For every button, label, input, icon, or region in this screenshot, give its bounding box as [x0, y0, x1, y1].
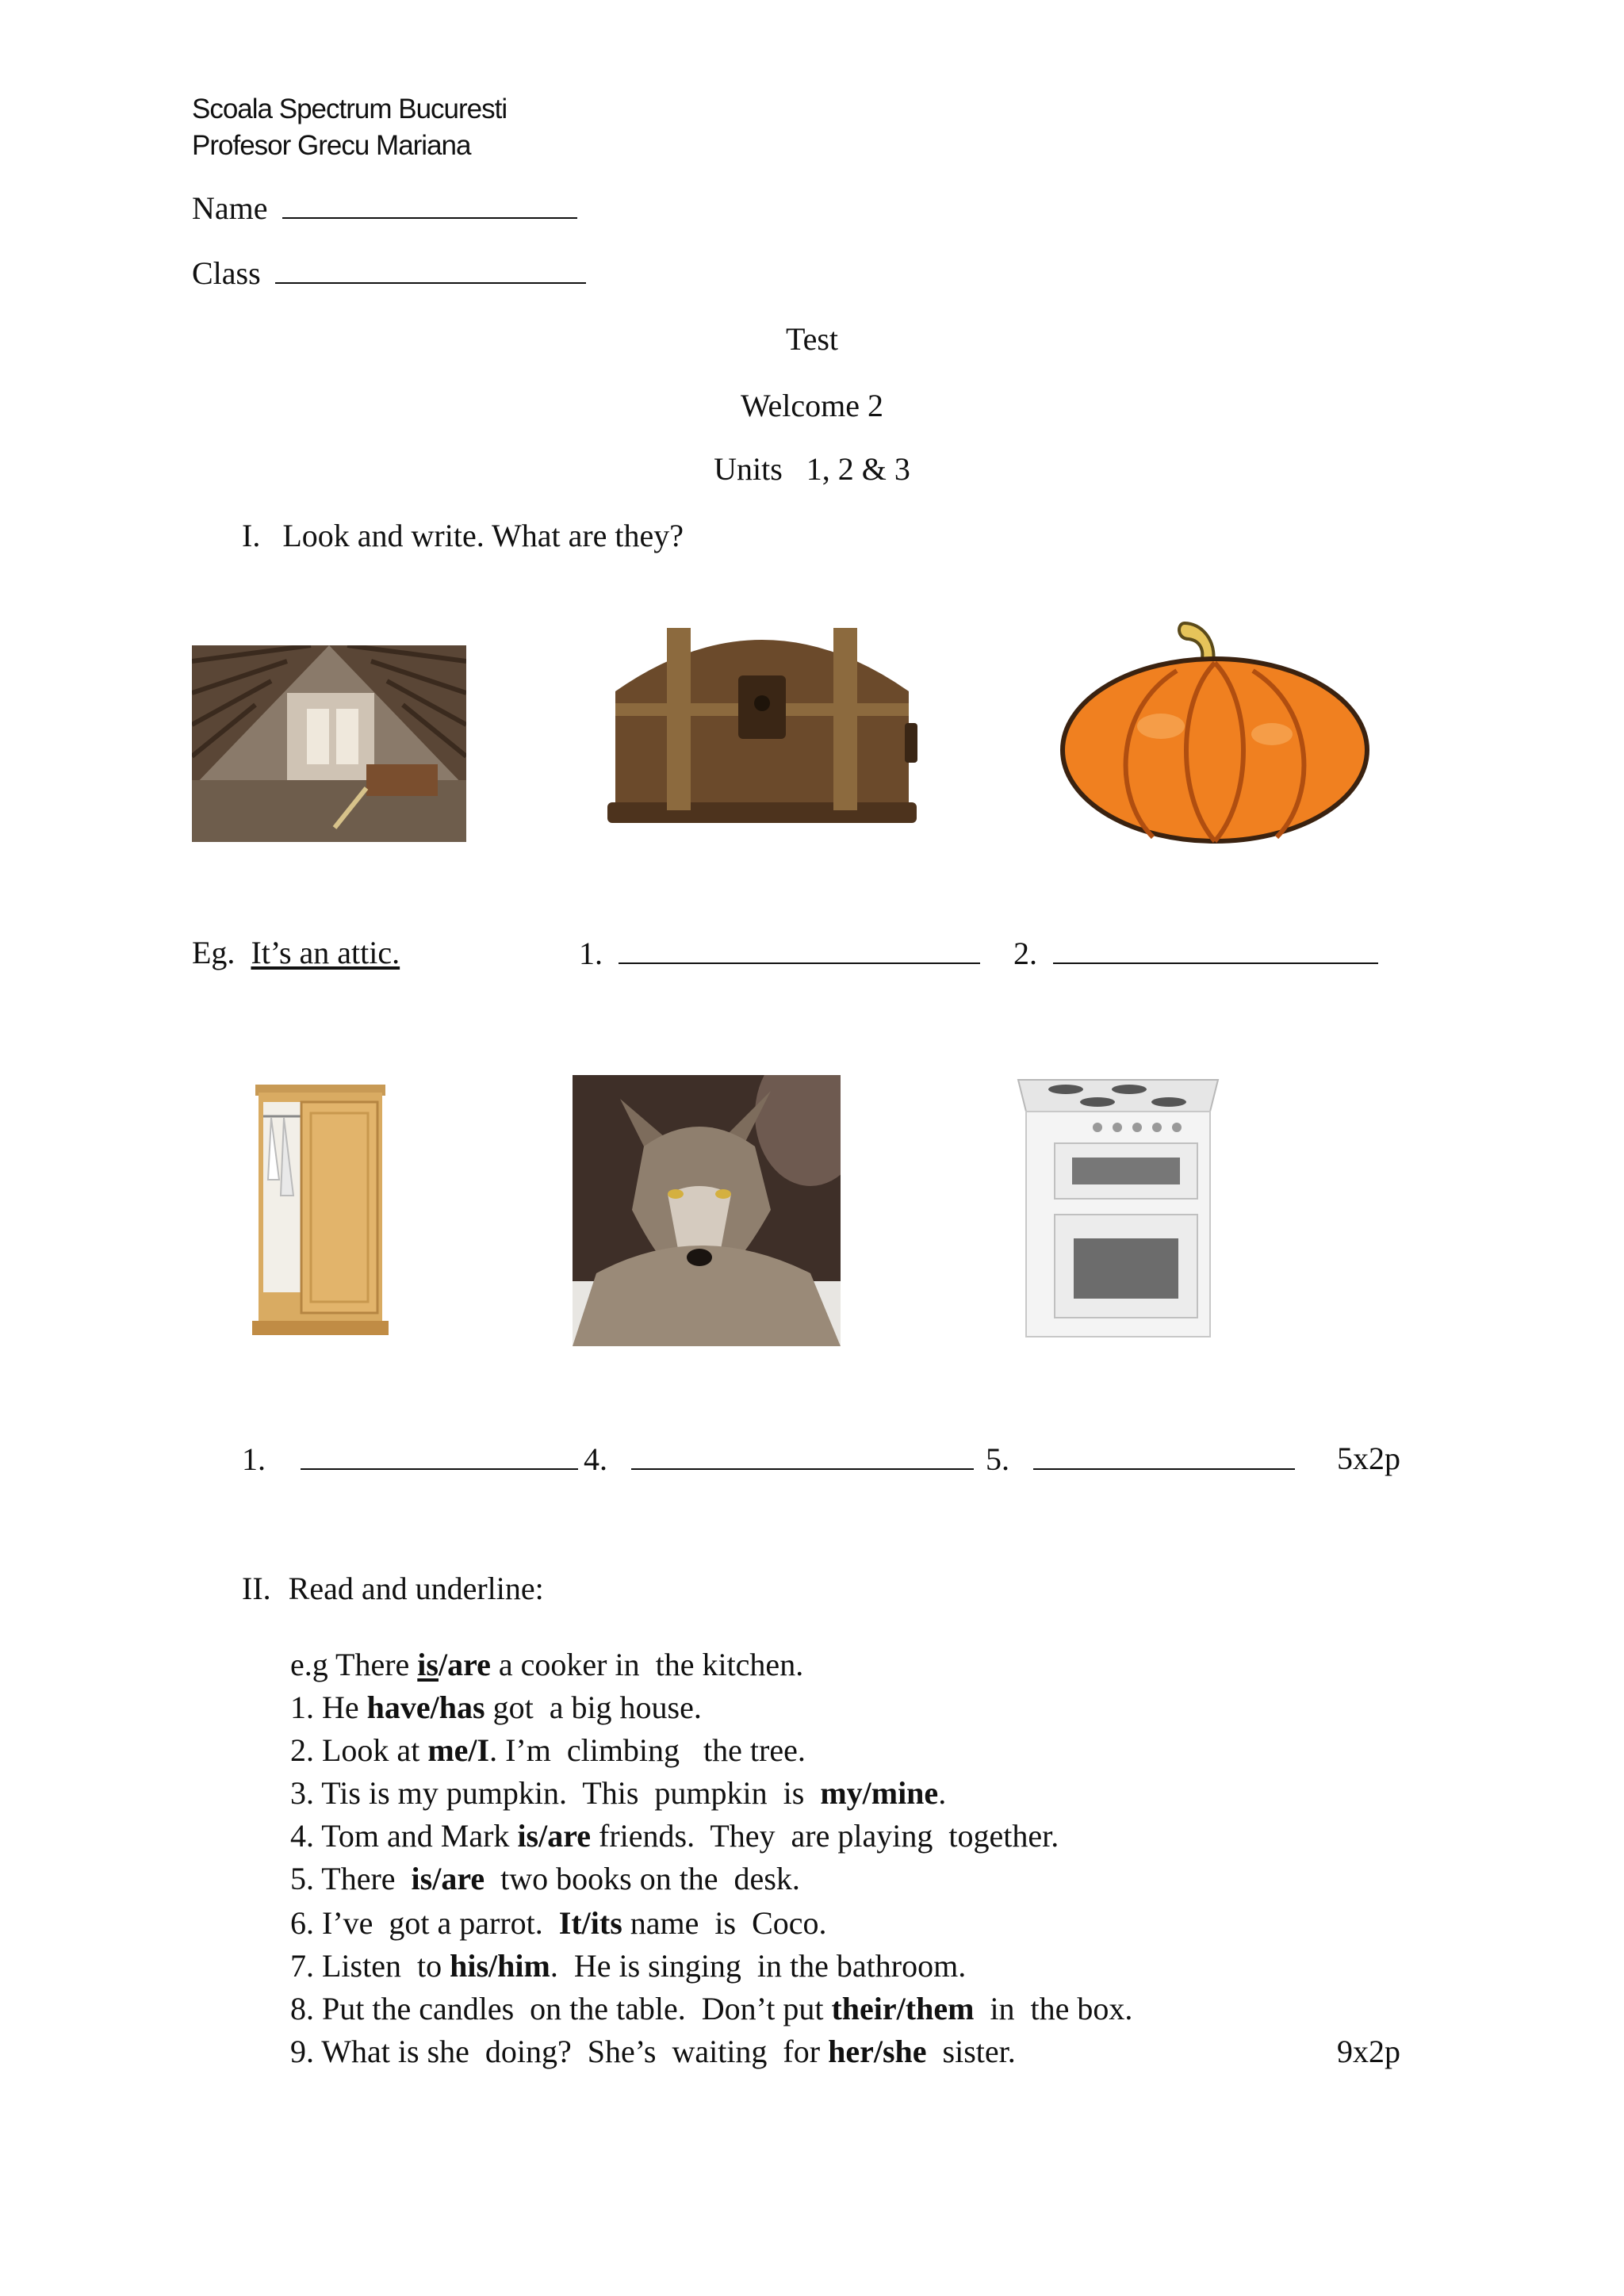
teacher-name: Profesor Grecu Mariana [192, 130, 471, 161]
name-field [192, 189, 577, 228]
sentence-5: 5. There is/are two books on the desk. [290, 1861, 800, 1896]
sentence-9: 9. What is she doing? She’s waiting for her/she sister. [290, 2034, 1016, 2069]
sentence-2: 2. Look at me/I. I’m climbing the tree. [290, 1732, 806, 1768]
name-label: Name [192, 190, 268, 226]
answer-row2-item-5 [986, 1440, 1295, 1479]
sentence-options[interactable]: It/its [558, 1905, 622, 1941]
answer-row2-item-4 [584, 1440, 974, 1479]
answer-row1-item-1 [579, 934, 980, 973]
school-name: Scoala Spectrum Bucuresti [192, 94, 508, 124]
section1-numeral: I. [242, 518, 261, 553]
section2-heading [242, 1570, 544, 1608]
section1-heading [242, 517, 684, 555]
sentence-options[interactable]: my/mine [820, 1775, 939, 1811]
section2-numeral: II. [242, 1571, 271, 1606]
attic-image [192, 645, 466, 842]
class-label: Class [192, 255, 261, 291]
example-sentence: e.g There is/are a cooker in the kitchen. [290, 1647, 804, 1682]
answer-input-line[interactable] [1033, 1440, 1295, 1470]
sentence-8: 8. Put the candles on the table. Don’t put their/them in the box. [290, 1991, 1133, 2026]
example-answer-row [192, 934, 400, 972]
test-subtitle: Welcome 2 [740, 388, 884, 423]
section1-instruction: Look and write. What are they? [282, 518, 684, 553]
example-underlined-option: is [417, 1647, 439, 1682]
sentence-options[interactable]: their/them [831, 1991, 975, 2026]
sentence-options[interactable]: me/I [427, 1732, 490, 1768]
answer-input-line[interactable] [1053, 934, 1378, 964]
example-answer: It’s an attic. [251, 935, 400, 970]
answer-number: 2. [1013, 936, 1037, 971]
sentence-6: 6. I’ve got a parrot. It/its name is Coco. [290, 1905, 827, 1941]
answer-row2-item-1 [242, 1440, 578, 1479]
name-input-line[interactable] [282, 189, 577, 219]
answer-input-line[interactable] [301, 1440, 578, 1470]
section1-score: 5x2p [1337, 1441, 1400, 1476]
answer-input-line[interactable] [631, 1440, 974, 1470]
sentence-options[interactable]: have/has [366, 1689, 485, 1725]
answer-number: 1. [242, 1441, 266, 1477]
wardrobe-image [252, 1085, 389, 1338]
sentence-options[interactable]: her/she [828, 2034, 927, 2069]
sentence-7: 7. Listen to his/him. He is singing in the bathroom. [290, 1948, 967, 1984]
section2-score: 9x2p [1337, 2034, 1400, 2069]
sentence-options[interactable]: his/him [450, 1948, 550, 1984]
sentence-options[interactable]: is/are [411, 1861, 485, 1896]
answer-input-line[interactable] [619, 934, 980, 964]
class-field [192, 254, 586, 293]
class-input-line[interactable] [275, 254, 586, 284]
sentence-3: 3. Tis is my pumpkin. This pumpkin is my/mine. [290, 1775, 947, 1811]
example-prefix: Eg. [192, 935, 236, 970]
sentence-1: 1. He have/has got a big house. [290, 1689, 702, 1725]
answer-number: 5. [986, 1441, 1009, 1477]
cooker-image [1010, 1064, 1226, 1345]
sentence-options[interactable]: is/are [517, 1818, 592, 1854]
example-other-option: /are [438, 1647, 491, 1682]
chest-image [599, 604, 925, 831]
sentence-4: 4. Tom and Mark is/are friends. They are playing together. [290, 1818, 1059, 1854]
section2-instruction: Read and underline: [288, 1571, 544, 1606]
answer-number: 1. [579, 936, 603, 971]
test-units: Units 1, 2 & 3 [714, 451, 910, 487]
answer-number: 4. [584, 1441, 607, 1477]
wolf-image [573, 1075, 841, 1346]
pumpkin-image [1058, 607, 1372, 845]
test-title: Test [785, 321, 839, 357]
answer-row1-item-2 [1013, 934, 1378, 973]
